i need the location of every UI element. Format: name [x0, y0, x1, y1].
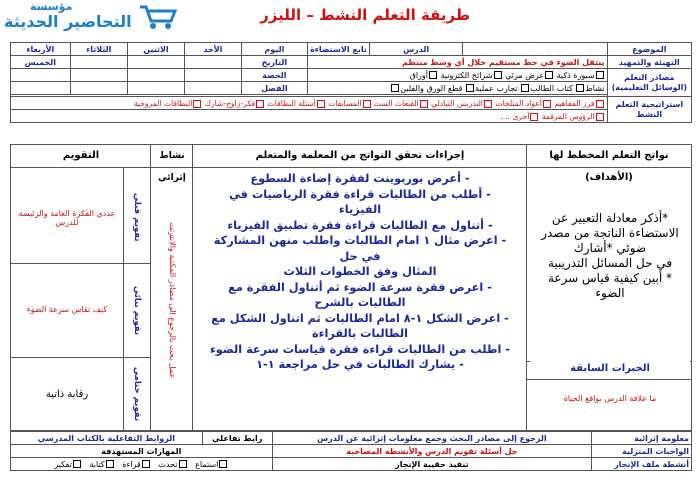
intro-value: تابع الاستضاءة — [308, 43, 370, 56]
intro-label: التهيئة والتمهيد — [607, 56, 691, 69]
lesson-header-table — [10, 42, 692, 123]
page-title: طريقة التعلم النشط – الليزر — [260, 6, 470, 24]
day-monday: الاثنين — [127, 43, 184, 56]
outcomes-header: نواتج التعلم المخطط لها (الأهداف) — [527, 145, 691, 168]
strategy-label: استراتيجية التعلم النشط — [607, 97, 691, 123]
eval-text-final: رقابة ذاتية — [45, 389, 89, 400]
subject-label: الموضوع — [607, 43, 691, 56]
lesson-label: الدرس — [369, 43, 462, 56]
procedures-list: - أعرض بوربوينت لفقرة إضاءة السطوع - أطلب من الطالبات قراءة فقرة الرياضيات في الفيزياء - أتناول مع الطالبات قراءة فقرة تطبيق الفيزياء - اعرض مثال ١ امام الطالبات واطلب منهن المشاركة في حل المثال وفق الخطوات الثلاث - اعرض فقرة سرعة الضوء ثم أتناول الفقرة مع الطالبات بالشرح - اعرض الشكل ١-٨ امام الطالبات ثم اتناول الشكل مع الطالبات بالقراءة - اطلب من الطالبات قراءة فقرة قياسات سرعة الضوء - يشارك الطالبات في حل مراجعة ١-١ — [210, 172, 510, 371]
links-text: الروابط التفاعلية بالكتاب المدرسي — [11, 432, 203, 445]
enrich-text: الرجوع إلى مصادر البحث وجمع معلومات إثرائية عن الدرس — [272, 432, 591, 445]
checkbox-visual[interactable] — [545, 71, 553, 79]
checkbox-writing[interactable] — [106, 460, 114, 468]
enrich-label: معلومة إثرائية — [592, 432, 692, 445]
day-tuesday: الثلاثاء — [70, 43, 127, 56]
strategy-row-1: فرز المفاهيم أعواد المثلجات التدريس التبادلي القبعات الست المسابقات أسئلة البطاقات فكر-زاوج-شارك البطاقات المروحية — [11, 97, 608, 110]
resources-row-2: نشاط كتاب الطالب تجارب عملية قطع الورق والفلين — [308, 82, 608, 95]
class-label: الفصل — [241, 82, 307, 95]
prior-knowledge-label: الخبرات السابقة — [530, 361, 690, 377]
checkbox-strategy-6[interactable] — [317, 100, 325, 108]
eval-type-formative: تقويم بنائي — [132, 286, 142, 336]
checkbox-activity[interactable] — [576, 84, 584, 92]
day-label: اليوم — [241, 43, 307, 56]
checkbox-thinking[interactable] — [73, 460, 81, 468]
period-label: الحصة — [241, 69, 307, 82]
checkbox-strategy-7[interactable] — [256, 100, 264, 108]
shopping-cart-icon — [138, 4, 178, 30]
eval-text-formative: كيف تقاس سرعة الضوء — [26, 305, 108, 314]
checkbox-slides[interactable] — [494, 71, 502, 79]
evaluation-header: التقويم — [11, 145, 151, 168]
checkbox-strategy-5[interactable] — [363, 100, 371, 108]
checkbox-strategy-1[interactable] — [596, 100, 604, 108]
activity-header: نشاط إثرائي — [151, 145, 193, 168]
homework-label: الواجبات المنزلية — [592, 445, 692, 458]
day-sunday: الأحد — [185, 43, 242, 56]
checkbox-smartboard[interactable] — [596, 71, 604, 79]
prior-knowledge-value: ما علاقة الدرس بواقع الحياة — [563, 394, 657, 403]
lesson-footer-table — [10, 431, 692, 471]
checkbox-experiments[interactable] — [466, 84, 474, 92]
lesson-main-table — [10, 144, 692, 431]
eval-type-pre: تقويم قبلي — [132, 192, 142, 242]
procedures-header: إجراءات تحقق النواتج من المعلمة والمتعلم — [193, 145, 527, 168]
checkbox-reading[interactable] — [142, 460, 150, 468]
intro-text: ينتقل الضوء في خط مستقيم خلال أي وسط منتظم — [308, 56, 608, 69]
checkbox-speaking[interactable] — [179, 460, 187, 468]
homework-text: حل أسئلة تقويم الدرس والأنشطة المصاحبة — [272, 445, 591, 458]
checkbox-paper-foam[interactable] — [391, 84, 399, 92]
resources-row-1: سبورة ذكية عرض مرئي شرائح الكترونية أوراق — [308, 69, 608, 82]
links-label: رابط تفاعلي — [202, 432, 272, 445]
date-label: التاريخ — [241, 56, 307, 69]
checkbox-strategy-4[interactable] — [420, 100, 428, 108]
checkbox-strategy-3[interactable] — [484, 100, 492, 108]
checkbox-strategy-9[interactable] — [596, 113, 604, 121]
brand-top: مؤسسة — [30, 0, 73, 13]
checkbox-strategy-10[interactable] — [530, 113, 538, 121]
checkbox-papers[interactable] — [429, 71, 437, 79]
checkbox-strategy-8[interactable] — [193, 100, 201, 108]
subject-value — [463, 43, 607, 56]
brand-logo — [2, 0, 180, 40]
eval-type-final: تقويم ختامي — [132, 366, 142, 422]
skills-list: استماع تحدث قراءة كتابة تفكير — [11, 458, 273, 471]
resources-label: مصادر التعلم (الوسائل التعليمية) — [607, 69, 691, 97]
enrichment-activity-text: عمل بحث بالرجوع الى مصادر المكتبة والانترنت — [168, 221, 177, 379]
eval-text-pre: عددي الفكرة العامة والرئيسة للدرس — [18, 209, 116, 227]
day-thursday: الخميس — [11, 56, 71, 69]
skills-label: المهارات المستهدفة — [11, 445, 273, 458]
checkbox-strategy-2[interactable] — [543, 100, 551, 108]
brand-name: التحاضير الحديثة — [4, 12, 132, 31]
learning-outcomes: *أذكر معادلة التعبير عن الاستضاءة الناتجة من مصدر ضوئي *أشارك في حل المسائل التدريبية * أبين كيفية قياس سرعة الضوء — [541, 211, 679, 300]
portfolio-text: تنفيذ حقيبة الإنجاز — [272, 458, 591, 471]
portfolio-label: أنشطة ملف الإنجاز — [592, 458, 692, 471]
checkbox-student-book[interactable] — [521, 84, 529, 92]
strategy-row-2: الرؤوس المرقمة أخرى .... — [11, 110, 608, 123]
day-wednesday: الأربعاء — [11, 43, 71, 56]
checkbox-listening[interactable] — [219, 460, 227, 468]
